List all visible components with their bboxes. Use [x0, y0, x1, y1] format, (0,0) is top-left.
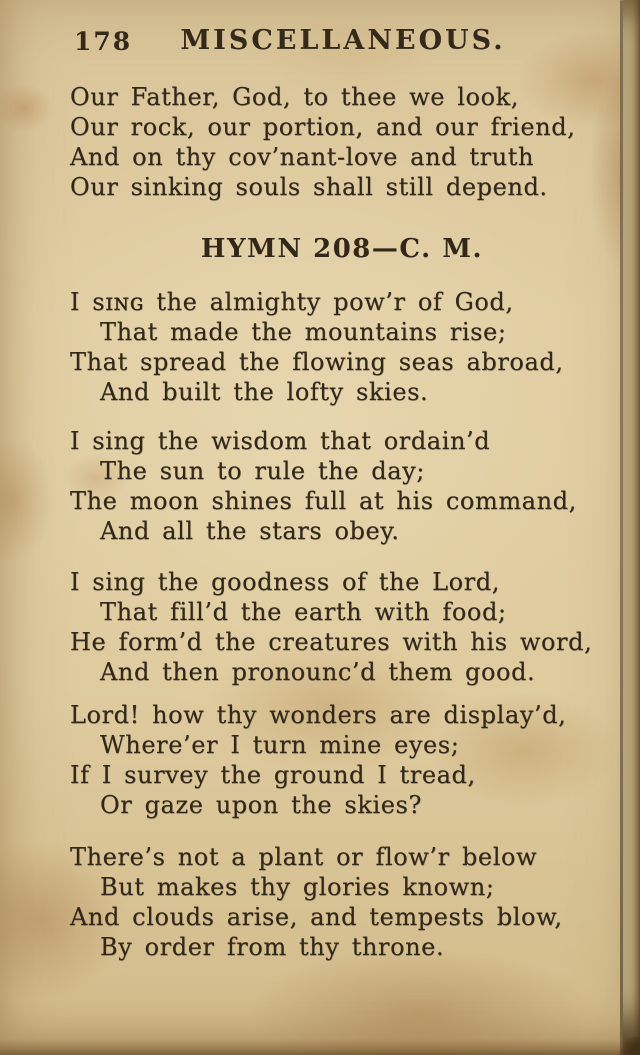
- verse-line: By order from thy throne.: [100, 933, 445, 961]
- page-header: [72, 25, 614, 59]
- bottom-corner-shadow: [618, 1037, 640, 1055]
- verse-line: That fill’d the earth with food;: [100, 598, 507, 626]
- verse-line: Or gaze upon the skies?: [100, 791, 422, 819]
- verse-line: I sɪɴɢ the almighty pow’r of God,: [70, 288, 514, 316]
- verse-line: Lord! how thy wonders are display’d,: [70, 701, 567, 729]
- verse-line: But makes thy glories known;: [100, 873, 495, 901]
- verse-line: The sun to rule the day;: [100, 457, 425, 485]
- verse-line: I sing the wisdom that ordain’d: [70, 427, 491, 455]
- verse-line: And clouds arise, and tempests blow,: [70, 903, 563, 931]
- adjacent-page-edge: [623, 0, 640, 1055]
- hymn-stanza-2: [70, 426, 630, 546]
- verse-line: I sing the goodness of the Lord,: [70, 568, 500, 596]
- verse-line: And built the lofty skies.: [100, 378, 429, 406]
- hymn-stanza-5: [70, 842, 630, 962]
- hymn-stanza-4: [70, 700, 630, 820]
- verse-line: There’s not a plant or flow’r below: [70, 843, 538, 871]
- verse-line: Where’er I turn mine eyes;: [100, 731, 460, 759]
- verse-line: That spread the flowing seas abroad,: [70, 348, 564, 376]
- previous-hymn-fragment-stanza: [70, 82, 630, 202]
- verse-line: Our sinking souls shall still depend.: [70, 173, 548, 201]
- hymn-title: HYMN 208—C. M.: [200, 234, 484, 264]
- verse-line: The moon shines full at his command,: [70, 487, 577, 515]
- verse-line: And all the stars obey.: [100, 517, 400, 545]
- verse-line: And on thy cov’nant-love and truth: [70, 143, 535, 171]
- verse-line: He form’d the creatures with his word,: [70, 628, 593, 656]
- page-number: 178: [74, 27, 133, 56]
- verse-line: Our rock, our portion, and our friend,: [70, 113, 576, 141]
- verse-line: Our Father, God, to thee we look,: [70, 83, 519, 111]
- verse-line: That made the mountains rise;: [100, 318, 507, 346]
- verse-line: And then pronounc’d them good.: [100, 658, 536, 686]
- running-head: MISCELLANEOUS.: [180, 25, 506, 56]
- hymn-stanza-3: [70, 567, 630, 687]
- verse-line: If I survey the ground I tread,: [70, 761, 476, 789]
- bottom-page-shadow: [0, 1039, 640, 1055]
- hymn-stanza-1: [70, 287, 630, 407]
